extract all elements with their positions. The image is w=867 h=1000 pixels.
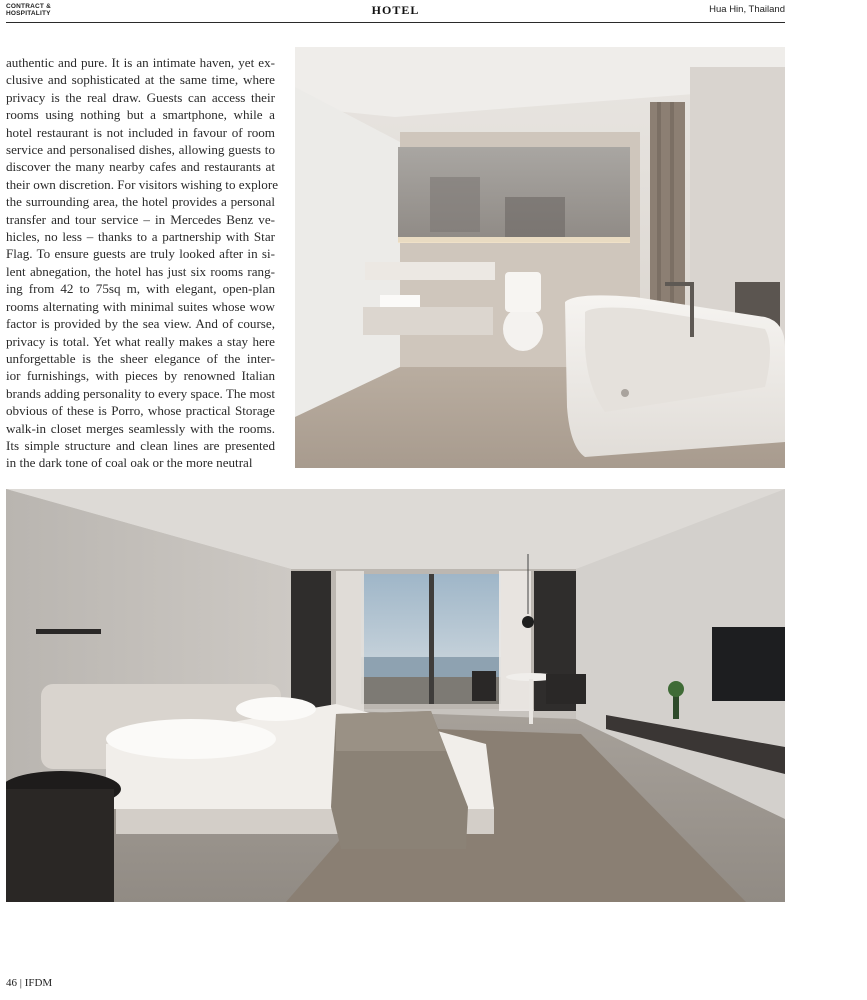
text-line: transfer and tour service – in Mercedes Benz ve- — [6, 211, 275, 227]
text-line: rooms using nothing but a smartphone, while a — [6, 107, 275, 123]
text-line: hotel restaurant is not included in favour of room — [6, 124, 275, 140]
page-number: 46 — [6, 977, 17, 989]
text-line: obvious of these is Porro, whose practical Storage — [6, 403, 275, 419]
text-line: Flag. To ensure guests are truly looked after in si- — [6, 246, 275, 262]
article-paragraph — [6, 54, 279, 472]
bathroom-photo — [295, 47, 785, 468]
text-line: unforgettable is the sheer elegance of the inter- — [6, 350, 275, 366]
text-line: privacy is total. Yet what really makes a stay here — [6, 333, 275, 349]
magazine-name: IFDM — [24, 977, 53, 989]
text-line: brands adding personality to every space. The most — [6, 385, 275, 401]
text-line: hicles, no less – thanks to a partnership with Star — [6, 229, 275, 245]
text-line: factor is provided by the sea view. And of course, — [6, 316, 275, 332]
text-line: service and personalised dishes, allowing guests to — [6, 142, 275, 158]
text-line: walk-in closet merges seamlessly with the rooms. — [6, 420, 275, 436]
section-title: HOTEL — [371, 3, 420, 17]
logo-line-1: CONTRACT & — [6, 3, 51, 10]
page-footer — [6, 977, 52, 989]
logo-line-2: HOSPITALITY — [6, 10, 51, 17]
bedroom-photo — [6, 489, 785, 902]
text-line: discover the many nearby cafes and restaurants at — [6, 159, 275, 175]
page-header — [6, 0, 785, 23]
bedroom-illustration — [6, 489, 785, 902]
text-line: privacy is the real draw. Guests can access their — [6, 89, 275, 105]
text-line: Its simple structure and clean lines are presented — [6, 437, 275, 453]
text-line: rooms alternating with minimal suites whose wow — [6, 298, 275, 314]
text-line: ior furnishings, with pieces by renowned Italian — [6, 368, 275, 384]
text-line: ing from 42 to 75sq m, with elegant, open-plan — [6, 281, 275, 297]
article-body — [6, 54, 279, 472]
text-line: in the dark tone of coal oak or the more neutral — [6, 455, 253, 471]
footer-separator: | — [19, 977, 22, 989]
text-line: the surrounding area, the hotel provides a personal — [6, 194, 275, 210]
location-label: Hua Hin, Thailand — [709, 4, 785, 15]
bathroom-illustration — [295, 47, 785, 468]
text-line: lent abnegation, the hotel has just six rooms rang- — [6, 263, 275, 279]
text-line: authentic and pure. It is an intimate haven, yet ex- — [6, 55, 275, 70]
text-line: clusive and sophisticated at the same time, where — [6, 72, 275, 88]
text-line: their own discretion. For visitors wishing to explore — [6, 176, 279, 192]
